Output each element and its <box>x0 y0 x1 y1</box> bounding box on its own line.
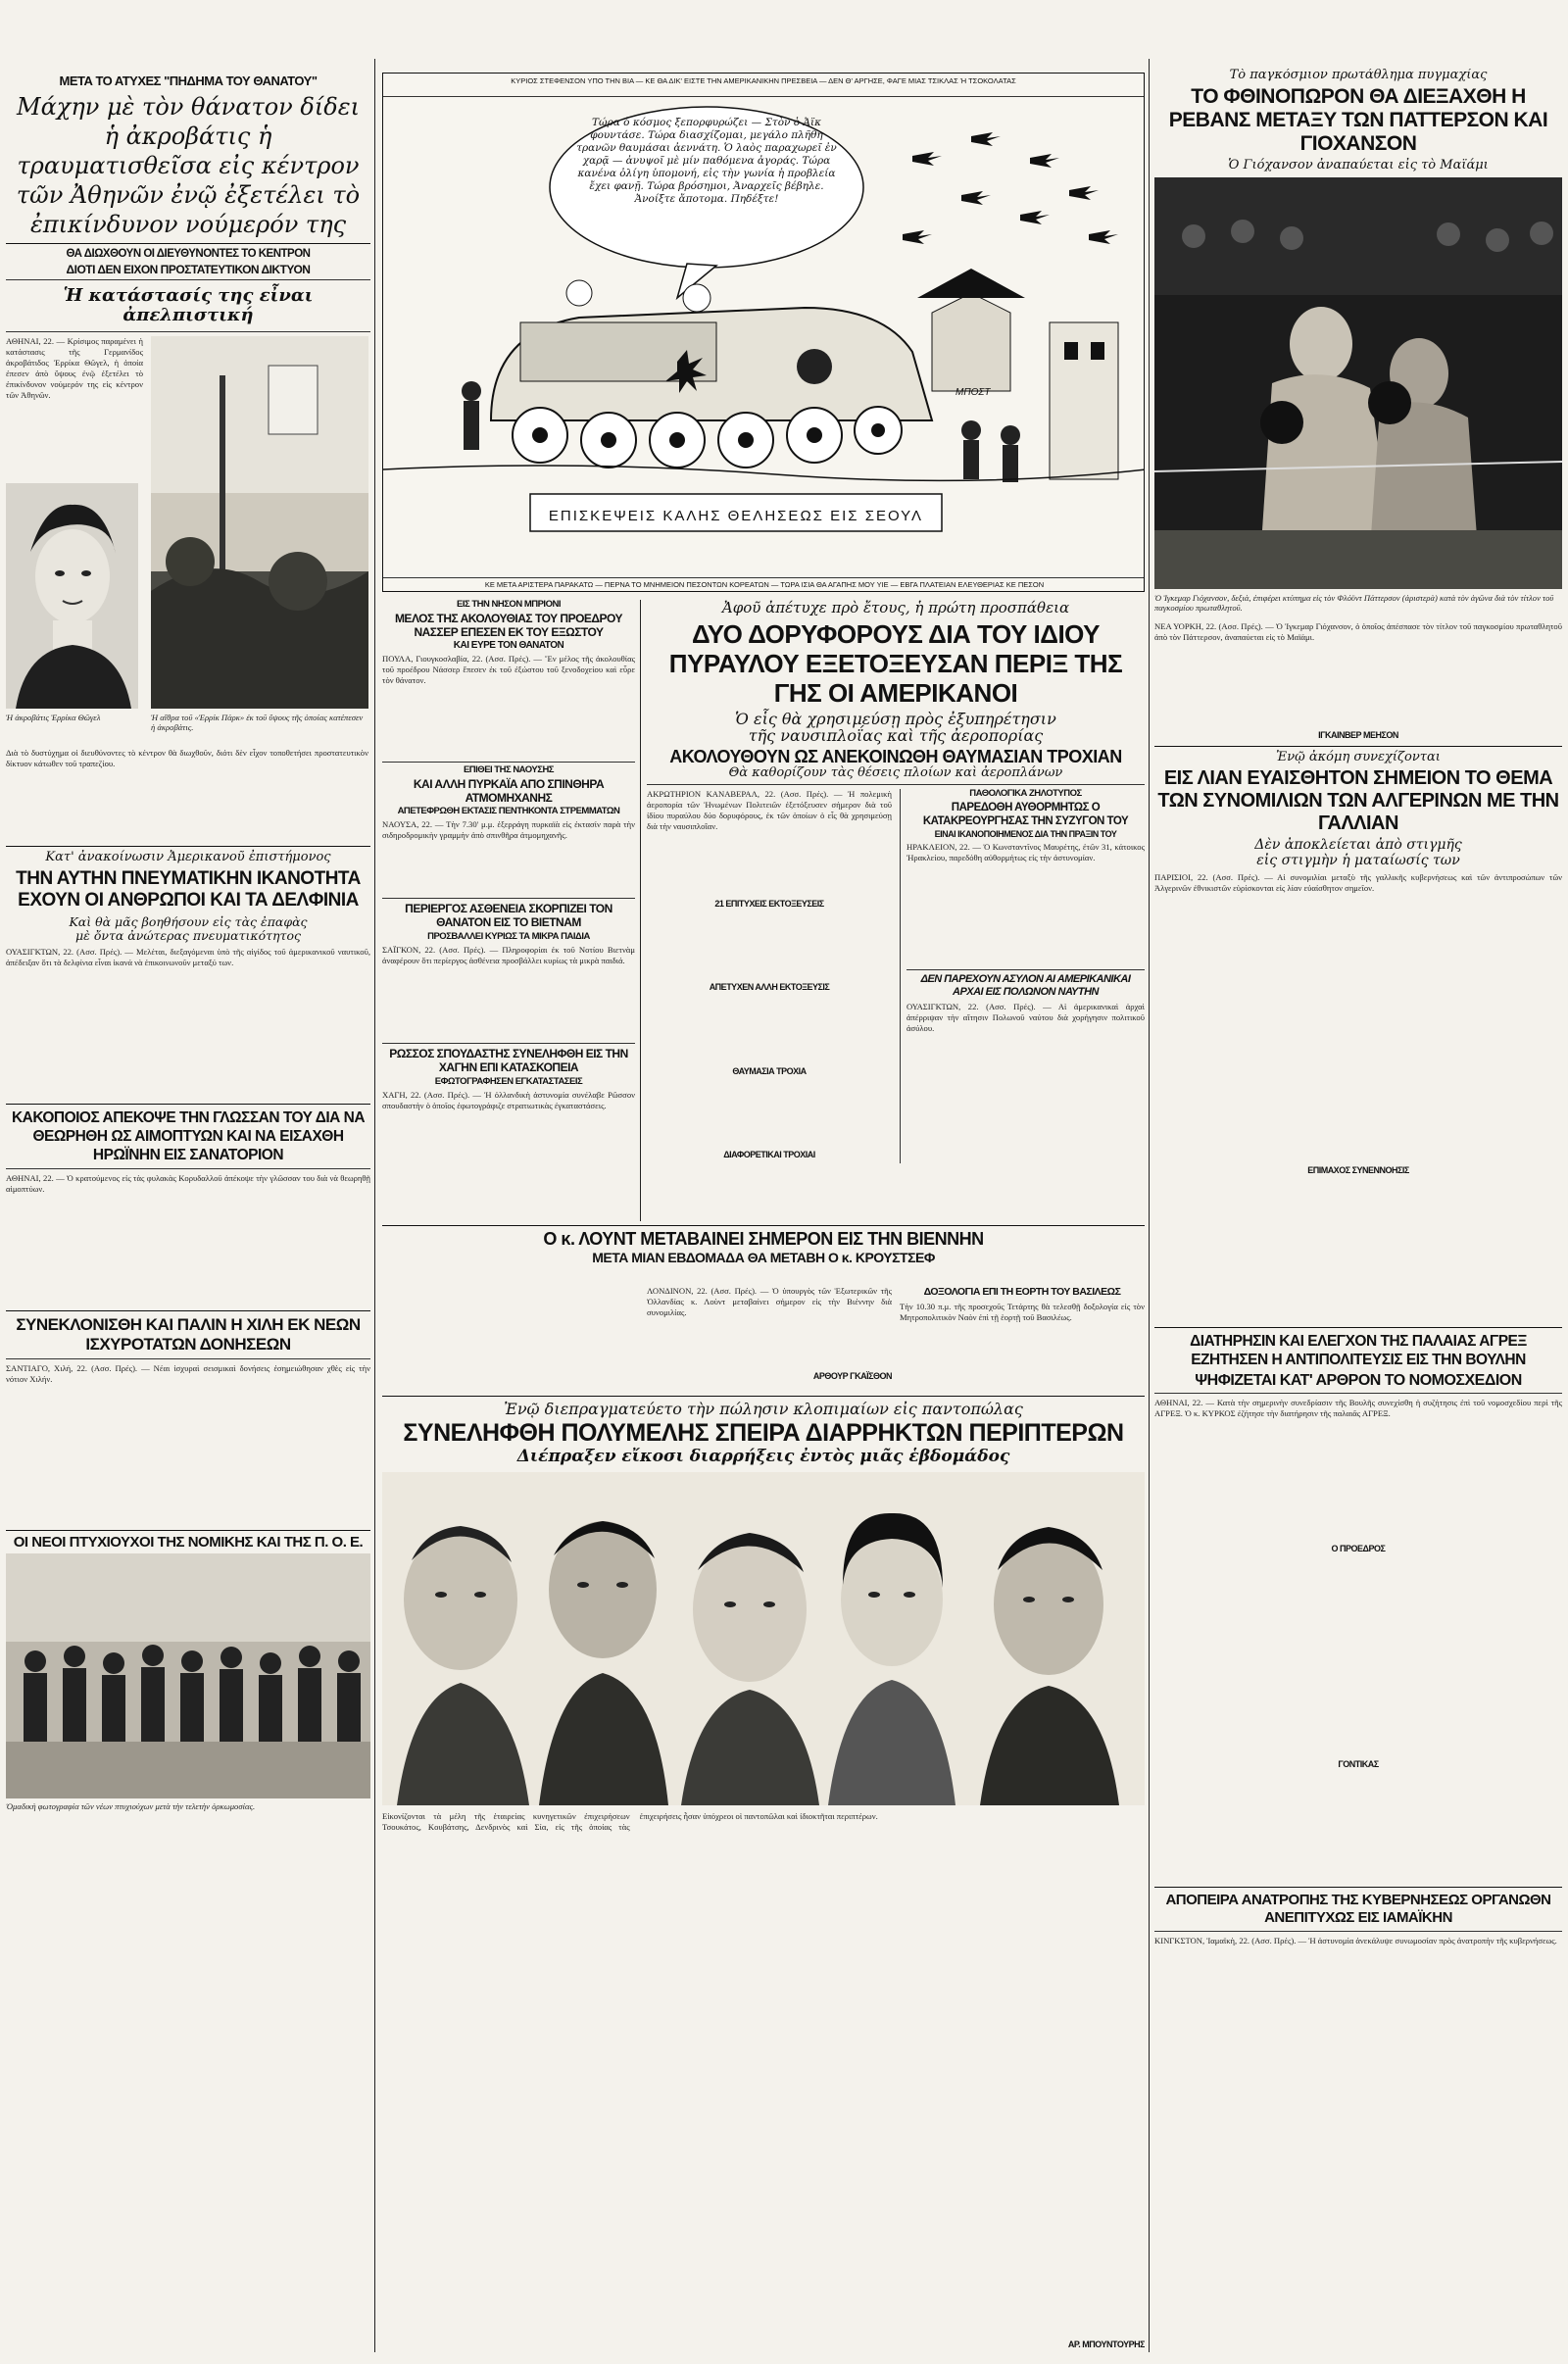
column-lunt <box>382 1225 1145 1284</box>
dolphin-body: ΟΥΑΣΙΓΚΤΩΝ, 22. (Ασσ. Πρές). — Μελέται, διεξαγόμεναι ὑπὸ τῆς αἰγίδος τοῦ ἀμερικανικοῦ ναυτικοῦ, ἀπέδειξαν ὅτι τὰ δελφίνια εἶναι ἱκανά νὰ ἐπικοινωνοῦν μεταξύ των. <box>6 946 370 967</box>
satellites-deck-4: Θὰ καθορίζουν τὰς θέσεις πλοίων καὶ ἀεροπλάνων <box>728 764 1063 780</box>
nasser-sub: ΚΑΙ ΕΥΡΕ ΤΟΝ ΘΑΝΑΤΟΝ <box>453 639 564 651</box>
asylum-body: ΟΥΑΣΙΓΚΤΩΝ, 22. (Ασσ. Πρές). — Αἱ ἀμερικανικαὶ ἀρχαὶ ἀπέρριψαν τὴν αἴτησιν Πολωνοῦ ναύτου διὰ χορήγησιν πολιτικοῦ ἀσύλου. <box>906 1002 1145 1034</box>
algeria-body: ΠΑΡΙΣΙΟΙ, 22. (Ασσ. Πρές). — Αἱ συνομιλίαι μεταξὺ τῆς γαλλικῆς κυβερνήσεως καὶ τῶν ἀντιπροσώπων τῶν Ἀλγερινῶν ἐθνικιστῶν εὑρίσκονται εἰς λίαν εὐαίσθητον σημεῖον. <box>1154 872 1562 894</box>
tongue-body: ΑΘΗΝΑΙ, 22. — Ὁ κρατούμενος εἰς τὰς φυλακὰς Κορυδαλλοῦ ἀπέκοψε τὴν γλῶσσαν του διὰ νὰ θεωρηθῇ αἱμοπτύων. <box>6 1172 370 1194</box>
satellites-body-filler-3 <box>647 1079 892 1148</box>
agrex-body: ΑΘΗΝΑΙ, 22. — Κατὰ τὴν σημερινὴν συνεδρίασιν τῆς Βουλῆς συνεχίσθη ἡ συζήτησις ἐπὶ τοῦ νομοσχεδίου περὶ τῆς ΑΓΡΕΞ. Ὁ κ. ΚΥΡΚΟΣ ἐζήτησε τὴν διατήρησιν τῆς παλαιᾶς ΑΓΡΕΞ. <box>1154 1398 1562 1419</box>
graduates-caption: Ὁμαδικὴ φωτογραφία τῶν νέων πτυχιούχων μετὰ τὴν τελετὴν ὁρκωμοσίας. <box>6 1801 256 1812</box>
algeria-body-2 <box>1154 1180 1562 1327</box>
agrex-sub-1: Ο ΠΡΟΕΔΡΟΣ <box>1331 1544 1386 1554</box>
jealousy-body: ΗΡΑΚΛΕΙΟΝ, 22. — Ὁ Κωνσταντῖνος Μαυρέτης, ἐτῶν 31, κάτοικος Ἡρακλείου, παρεδόθη αὐθορμήτως εἰς τὴν ἀστυνομίαν. <box>906 842 1145 863</box>
burglars-deck: Διέπραξεν εἴκοσι διαρρήξεις ἐντὸς μιᾶς ἑβδομάδος <box>516 1446 1010 1466</box>
dolphin-deck-1: Καὶ θὰ μᾶς βοηθήσουν εἰς τὰς ἐπαφὰς <box>69 914 308 930</box>
boxing-signoff: ΙΓΚΑΙΝΒΕΡ ΜΕΗΣΟΝ <box>1318 729 1398 740</box>
satellites-deck-2: τῆς ναυσιπλοΐας καὶ τῆς ἀεροπορίας <box>748 726 1044 746</box>
boxing-headline: ΤΟ ΦΘΙΝΟΠΩΡΟΝ ΘΑ ΔΙΕΞΑΧΘΗ Η ΡΕΒΑΝΣ ΜΕΤΑΞΥ ΤΩΝ ΠΑΤΤΕΡΣΟΝ ΚΑΙ ΓΙΟΧΑΝΣΟΝ <box>1168 85 1548 156</box>
satellites-body: ΑΚΡΩΤΗΡΙΟΝ ΚΑΝΑΒΕΡΑΛ, 22. (Ασσ. Πρές). — Ἡ πολεμικὴ ἀεροπορία τῶν Ἡνωμένων Πολιτειῶν ἐξετόξευσεν σήμερον διὰ τοῦ ἰδίου πυραύλου δύο δορυφόρους, ἐκ τῶν ὁποίων ὁ εἷς θὰ χρησιμεύσῃ διὰ τὴν ναυσιπλοΐαν. <box>647 788 892 831</box>
nasser-headline: ΜΕΛΟΣ ΤΗΣ ΑΚΟΛΟΥΘΙΑΣ ΤΟΥ ΠΡΟΕΔΡΟΥ ΝΑΣΣΕΡ ΕΠΕΣΕΝ ΕΚ ΤΟΥ ΕΞΩΣΤΟΥ <box>394 611 623 639</box>
naousa-sub: ΑΠΕΤΕΦΡΩΘΗ ΕΚΤΑΣΙΣ ΠΕΝΤΗΚΟΝΤΑ ΣΤΡΕΜΜΑΤΩΝ <box>397 806 620 817</box>
agrex-body-3 <box>1154 1769 1562 1887</box>
lunt-signoff: ΑΡΘΟΥΡ ΓΚΑΪΣΘΟΝ <box>812 1371 892 1381</box>
burglars-headline: ΣΥΝΕΛΗΦΘΗ ΠΟΛΥΜΕΛΗΣ ΣΠΕΙΡΑ ΔΙΑΡΡΗΚΤΩΝ ΠΕΡΙΠΤΕΡΩΝ <box>403 1418 1124 1447</box>
satellites-body-filler-2 <box>647 996 892 1064</box>
satellites-deck-3: ΑΚΟΛΟΥΘΟΥΝ ΩΣ ΑΝΕΚΟΙΝΩΘΗ ΘΑΥΜΑΣΙΑΝ ΤΡΟΧΙΑΝ <box>669 746 1122 766</box>
dolphin-deck-2: μὲ ὄντα ἀνώτερας πνευματικότητος <box>75 927 301 943</box>
boxing-deck: Ὁ Γιόχανσον ἀναπαύεται εἰς τὸ Μαϊάμι <box>1228 158 1489 173</box>
acrobat-sub-2: ΔΙΟΤΙ ΔΕΝ ΕΙΧΟΝ ΠΡΟΣΤΑΤΕΥΤΙΚΟΝ ΔΙΚΤΥΟΝ <box>66 262 311 276</box>
graduates-headline: ΟΙ ΝΕΟΙ ΠΤΥΧΙΟΥΧΟΙ ΤΗΣ ΝΟΜΙΚΗΣ ΚΑΙ ΤΗΣ Π. Ο. Ε. <box>13 1533 364 1551</box>
divider-2 <box>640 600 641 1221</box>
nasser-body: ΠΟΥΛΑ, Γιουγκοσλαβία, 22. (Ασσ. Πρές). — Ἕν μέλος τῆς ἀκολουθίας τοῦ προέδρου Νάσσερ ἔπεσεν ἐκ τοῦ ἐξώστου τοῦ ξενοδοχείου καὶ εὗρε τὸν θάνατον. <box>382 654 635 686</box>
agrex-headline: ΔΙΑΤΗΡΗΣΙΝ ΚΑΙ ΕΛΕΓΧΟΝ ΤΗΣ ΠΑΛΑΙΑΣ ΑΓΡΕΞ ΕΖΗΤΗΣΕΝ Η ΑΝΤΙΠΟΛΙΤΕΥΣΙΣ ΕΙΣ ΤΗΝ ΒΟΥΛΗΝ <box>1190 1332 1527 1368</box>
divider-1 <box>374 59 375 2352</box>
cartoon-top-caption: ΚΥΡΙΟΣ ΣΤΕΦΕΝΣΟΝ ΥΠΟ ΤΗΝ ΒΙΑ — ΚΕ ΘΑ ΔΙΚ' ΕΙΣΤΕ ΤΗΝ ΑΜΕΡΙΚΑΝΙΚΗΝ ΠΡΕΣΒΕΙΑ — ΔΕΝ Θ' ΑΡΓΗΣΕ, ΦΑΓΕ ΜΙΑΣ ΤΣΙΚΛΑΣ Ή ΤΣΟΚΟΛΑΤΑΣ <box>383 74 1144 97</box>
cartoon-bottom-caption: ΚΕ ΜΕΤΑ ΑΡΙΣΤΕΡΑ ΠΑΡΑΚΑΤΩ — ΠΕΡΝΑ ΤΟ ΜΝΗΜΕΙΟΝ ΠΕΣΟΝΤΩΝ ΚΟΡΕΑΤΩΝ — ΤΩΡΑ ΙΣΙΑ ΘΑ ΑΓΑΠΗΣ ΜΟΥ ΥΙΕ — ΕΒΓΑ ΠΛΑΤΕΙΑΝ ΕΛΕΥΘΕΡΙΑΣ ΚΕ ΠΕΣΟΝ <box>383 577 1145 591</box>
venue-illustration <box>151 336 368 709</box>
satellites-col-a <box>647 789 892 1163</box>
acrobat-deck: Ἡ κατάστασίς της εἶναι ἀπελπιστική <box>63 285 314 326</box>
column-burglars <box>382 1396 1145 2356</box>
jealousy-headline: ΠΑΡΕΔΟΘΗ ΑΥΘΟΡΜΗΤΩΣ Ο ΚΑΤΑΚΡΕΟΥΡΓΗΣΑΣ ΤΗΝ ΣΥΖΥΓΟΝ ΤΟΥ <box>922 801 1129 827</box>
cartoon-banner: ΕΠΙΣΚΕΨΕΙΣ ΚΑΛΗΣ ΘΕΛΗΣΕΩΣ ΕΙΣ ΣΕΟΥΛ <box>548 508 924 524</box>
portrait-illustration <box>6 483 138 709</box>
naousa-kicker: ΕΠΙΘΕΙ ΤΗΣ ΝΑΟΥΣΗΣ <box>463 764 555 776</box>
boxing-kicker: Τὸ παγκόσμιον πρωτάθλημα πυγμαχίας <box>1229 69 1488 82</box>
cartoon-speech: Τώρα ὁ κόσμος ξεπορφυρώζει — Στὸν ὁ Ἀϊκ φουντάσε. Τώρα διασχίζομαι, μεγάλο πλῆθη τρανῶν θαυμάσαι ἀεννάτη. Ὁ λαὸς παραχωρεῖ ἐν χαρᾷ — ἀνυψοῖ μὲ μίν παθόμενα ἀγοράς. Τώρα κανένα ὀλίγη ὑπομονή, εἰς τὴν γωνία ἡ προβλεία ἔχει φανῇ. Τώρα βρόσημοι, Ἀναρχεῖς βέβηλε. Ἀνοίξτε ἄποτομα. Πηδέξτε! <box>576 117 837 205</box>
acrobat-venue-caption: Ἡ αἴθρα τοῦ «Ἐρρίκ Πάρκ» ἐκ τοῦ ὕψους τῆς ὁποίας κατέπεσεν ἡ ἀκροβάτις. <box>151 712 364 733</box>
nasser-kicker: ΕΙΣ ΤΗΝ ΝΗΣΟΝ ΜΠΡΙΟΝΙ <box>457 600 561 610</box>
boxing-photo <box>1154 177 1562 589</box>
divider-4 <box>1149 59 1150 2352</box>
doxology-body: Τὴν 10.30 π.μ. τῆς προσεχοῦς Τετάρτης θὰ τελεσθῇ δοξολογία εἰς τὸν Μητροπολιτικὸν Ναὸν ἐπὶ τῇ ἑορτῇ τοῦ Βασιλέως. <box>900 1302 1145 1322</box>
jealousy-sub: ΕΙΝΑΙ ΙΚΑΝΟΠΟΙΗΜΕΝΟΣ ΔΙΑ ΤΗΝ ΠΡΑΞΙΝ ΤΟΥ <box>934 828 1117 839</box>
lunt-body-block <box>647 1286 892 1394</box>
saigon-headline: ΠΕΡΙΕΡΓΟΣ ΑΣΘΕΝΕΙΑ ΣΚΟΡΠΙΖΕΙ ΤΟΝ ΘΑΝΑΤΟΝ ΕΙΣ ΤΟ ΒΙΕΤΝΑΜ <box>405 902 612 930</box>
cartoon-box <box>382 73 1145 592</box>
algeria-deck-2: εἰς στιγμὴν ἡ ματαίωσίς των <box>1256 852 1460 868</box>
lunt-deck: ΜΕΤΑ ΜΙΑΝ ΕΒΔΟΜΑΔΑ ΘΑ ΜΕΤΑΒΗ Ο κ. ΚΡΟΥΣΤΣΕΦ <box>592 1249 935 1265</box>
burglars-photo <box>382 1472 1145 1805</box>
acrobat-sub-1: ΘΑ ΔΙΩΧΘΟΥΝ ΟΙ ΔΙΕΥΘΥΝΟΝΤΕΣ ΤΟ ΚΕΝΤΡΟΝ <box>66 247 311 260</box>
agrex-sub-2: ΓΟΝΤΙΚΑΣ <box>1338 1758 1379 1769</box>
boxing-body: ΝΕΑ ΥΟΡΚΗ, 22. (Ασσ. Πρές). — Ὁ Ἰγκεμαρ Γιόχανσον, ὁ ὁποῖος ἀπέσπασε τὸν τίτλον τοῦ παγκοσμίου πρωταθλητοῦ ἀπὸ τὸν Πάττερσον, ἀναπαύεται εἰς τὸ Μαϊάμι. <box>1154 620 1562 642</box>
column-center-left <box>382 600 635 1221</box>
satellites-sub-3: ΘΑΥΜΑΣΙΑ ΤΡΟΧΙΑ <box>732 1065 807 1076</box>
acrobat-headline: Μάχην μὲ τὸν θάνατον δίδει ἡ ἀκροβάτις ἡ τραυματισθεῖσα εἰς κέντρον τῶν Ἀθηνῶν ἐνῷ ἐξετέλει τὸ ἐπικίνδυνον νούμερόν της <box>16 92 361 238</box>
agrex-body-2 <box>1154 1554 1562 1760</box>
burglars-body: Εἰκονίζονται τὰ μέλη τῆς ἑταιρείας κυνηγετικῶν ἐπιχειρήσεων Τσουκάτος, Κουβάτσης, Δενδρινὸς καὶ Σία, εἰς τῆς ὁποίας τὰς ἐπιχειρήσεις ἦσαν ὑπόχρεοι οἱ παντοπῶλαι καὶ ἰδιοκτῆται περιπτέρων. <box>382 1810 878 1832</box>
jealousy-kicker: ΠΑΘΟΛΟΓΙΚΑ ΖΗΛΟΤΥΠΟΣ <box>969 787 1082 799</box>
dolphin-kicker: Κατ' ἀνακοίνωσιν Ἀμερικανοῦ ἐπιστήμονος <box>45 849 331 864</box>
hague-sub: ΕΦΩΤΟΓΡΑΦΗΣΕΝ ΕΓΚΑΤΑΣΤΑΣΕΙΣ <box>434 1076 583 1088</box>
asylum-headline: ΔΕΝ ΠΑΡΕΧΟΥΝ ΑΣΥΛΟΝ ΑΙ ΑΜΕΡΙΚΑΝΙΚΑΙ ΑΡΧΑΙ ΕΙΣ ΠΟΛΩΝΟΝ ΝΑΥΤΗΝ <box>920 973 1131 999</box>
acrobat-body-1: ΑΘΗΝΑΙ, 22. — Κρίσιμος παραμένει ἡ κατάστασις τῆς Γερμανίδος ἀκροβάτιδος Ἐρρίκα Θῶγελ, ἡ ὁποία ἐπεσεν ἀπὸ ὕψους ἐνῷ ἐξετέλει τὸ ἐπικίνδυνον νούμερόν της εἰς κέντρον τῶν Ἀθηνῶν. <box>6 335 143 400</box>
lunt-headline: Ο κ. ΛΟΥΝΤ ΜΕΤΑΒΑΙΝΕΙ ΣΗΜΕΡΟΝ ΕΙΣ ΤΗΝ ΒΙΕΝΝΗΝ <box>543 1229 984 1249</box>
algeria-kicker: Ἐνῷ ἀκόμη συνεχίζονται <box>1276 750 1441 765</box>
algeria-deck-1: Δὲν ἀποκλείεται ἀπὸ στιγμῆς <box>1254 837 1462 854</box>
saigon-sub: ΠΡΟΣΒΑΛΛΕΙ ΚΥΡΙΩΣ ΤΑ ΜΙΚΡΑ ΠΑΙΔΙΑ <box>427 931 590 943</box>
satellites-sub-4: ΔΙΑΦΟΡΕΤΙΚΑΙ ΤΡΟΧΙΑΙ <box>723 1150 815 1160</box>
doxology-block <box>900 1286 1145 1394</box>
naousa-headline: ΚΑΙ ΑΛΛΗ ΠΥΡΚΑΪΑ ΑΠΟ ΣΠΙΝΘΗΡΑ ΑΤΜΟΜΗΧΑΝΗΣ <box>413 777 605 806</box>
hague-body: ΧΑΓΗ, 22. (Ασσ. Πρές). — Ἡ ὀλλανδικὴ ἀστυνομία συνέλαβε Ρῶσσον σπουδαστὴν ὁ ὁποῖος ἐφωτογράφιζε στρατιωτικὰς ἐγκαταστάσεις. <box>382 1090 635 1111</box>
chile-body: ΣΑΝΤΙΑΓΟ, Χιλή, 22. (Ασσ. Πρές). — Νέαι ἰσχυραὶ σεισμικαὶ δονήσεις ἐσημειώθησαν χθὲς εἰς τὴν νότιον Χιλήν. <box>6 1362 370 1384</box>
burglars-signoff: ΑΡ. ΜΠΟΥΝΤΟΥΡΗΣ <box>1067 2339 1145 2349</box>
column-right <box>1154 69 1562 2357</box>
satellites-sub-2: ΑΠΕΤΥΧΕΝ ΑΛΛΗ ΕΚΤΟΞΕΥΣΙΣ <box>709 982 830 993</box>
satellites-headline: ΔΥΟ ΔΟΡΥΦΟΡΟΥΣ ΔΙΑ ΤΟΥ ΙΔΙΟΥ ΠΥΡΑΥΛΟΥ ΕΞΕΤΟΞΕΥΣΑΝ ΠΕΡΙΞ ΤΗΣ ΓΗΣ ΟΙ ΑΜΕΡΙΚΑΝΟΙ <box>668 618 1123 708</box>
chile-headline: ΣΥΝΕΚΛΟΝΙΣΘΗ ΚΑΙ ΠΑΛΙΝ Η ΧΙΛΗ ΕΚ ΝΕΩΝ ΙΣΧΥΡΟΤΑΤΩΝ ΔΟΝΗΣΕΩΝ <box>16 1314 361 1354</box>
column-satellites <box>647 600 1145 1221</box>
agrex-deck: ΨΗΦΙΖΕΤΑΙ ΚΑΤ' ΑΡΘΡΟΝ ΤΟ ΝΟΜΟΣΧΕΔΙΟΝ <box>1195 1371 1522 1389</box>
boxing-illustration <box>1154 177 1562 589</box>
hague-headline: ΡΩΣΣΟΣ ΣΠΟΥΔΑΣΤΗΣ ΣΥΝΕΛΗΦΘΗ ΕΙΣ ΤΗΝ ΧΑΓΗΝ ΕΠΙ ΚΑΤΑΣΚΟΠΕΙΑ <box>389 1047 628 1075</box>
graduates-illustration <box>6 1553 370 1798</box>
acrobat-kicker: ΜΕΤΑ ΤΟ ΑΤΥΧΕΣ "ΠΗΔΗΜΑ ΤΟΥ ΘΑΝΑΤΟΥ" <box>59 74 318 88</box>
graduates-photo <box>6 1553 370 1798</box>
saigon-body: ΣΑΪΓΚΟΝ, 22. (Ασσ. Πρές). — Πληροφορίαι ἐκ τοῦ Νοτίου Βιετνὰμ ἀναφέρουν ὅτι περίεργος ἀσθένεια προσβάλλει κυρίως τὰ μικρὰ παιδιά. <box>382 945 635 966</box>
satellites-body-filler-1 <box>647 911 892 980</box>
lunt-body: ΛΟΝΔΙΝΟΝ, 22. (Ασσ. Πρές). — Ὁ ὑπουργὸς τῶν Ἐξωτερικῶν τῆς Ὀλλανδίας κ. Λοὺντ μεταβαίνει σήμερον εἰς τὴν Βιέννην διὰ συνομιλίας. <box>647 1286 892 1317</box>
doxology-headline: ΔΟΞΟΛΟΓΙΑ ΕΠΙ ΤΗ ΕΟΡΤΗ ΤΟΥ ΒΑΣΙΛΕΩΣ <box>923 1286 1121 1298</box>
cartoon-signature: ΜΠΟΣΤ <box>956 387 991 398</box>
jamaica-headline: ΑΠΟΠΕΙΡΑ ΑΝΑΤΡΟΠΗΣ ΤΗΣ ΚΥΒΕΡΝΗΣΕΩΣ ΟΡΓΑΝΩΘΝ ΑΝΕΠΙΤΥΧΩΣ ΕΙΣ ΙΑΜΑΪΚΗΝ <box>1165 1892 1551 1927</box>
burglars-mugshots <box>382 1472 1145 1805</box>
jamaica-body: ΚΙΝΓΚΣΤΟΝ, Ἰαμαϊκὴ, 22. (Ασσ. Πρές). — Ἡ ἀστυνομία ἀνεκάλυψε συνωμοσίαν πρὸς ἀνατροπὴν τῆς κυβερνήσεως. <box>1154 1936 1557 1946</box>
naousa-body: ΝΑΟΥΣΑ, 22. — Τὴν 7.30' μ.μ. ἐξερράγη πυρκαϊὰ εἰς ἐκτασίν παρὰ τὴν σιδηροδρομικὴν γραμμὴν ἀπὸ σπινθῆρα ἀτμομηχανῆς. <box>382 819 635 841</box>
burglars-kicker: Ἐνῷ διεπραγματεύετο τὴν πώλησιν κλοπιμαίων εἰς παντοπώλας <box>504 1400 1023 1418</box>
satellites-sub-1: 21 ΕΠΙΤΥΧΕΙΣ ΕΚΤΟΞΕΥΣΕΙΣ <box>714 898 824 909</box>
acrobat-body-2: Διὰ τὸ δυστύχημα οἱ διευθύνοντες τὸ κέντρον θὰ διωχθοῦν, διότι δὲν εἶχον τοποθετήσει προστατευτικὸν δίκτυον κάτωθεν τοῦ τραπεζίου. <box>6 747 368 768</box>
acrobat-portrait-caption: Ἡ ἀκροβάτις Ἐρρίκα Θῶγελ <box>6 712 101 722</box>
boxing-caption: Ὁ Ἰγκεμαρ Γιόχανσον, δεξιὰ, ἐπιφέρει κτύπημα εἰς τὸν Φλόϋντ Πάττερσον (ἀριστερὰ) κατὰ τὸν ἀγῶνα διὰ τὸν τίτλον τοῦ παγκοσμίου πρωταθλητοῦ. <box>1154 592 1554 614</box>
algeria-headline: ΕΙΣ ΛΙΑΝ ΕΥΑΙΣΘΗΤΟΝ ΣΗΜΕΙΟΝ ΤΟ ΘΕΜΑ ΤΩΝ ΣΥΝΟΜΙΛΙΩΝ ΤΩΝ ΑΛΓΕΡΙΝΩΝ ΜΕ ΤΗΝ ΓΑΛΛΙΑΝ <box>1157 767 1559 835</box>
dolphin-headline: ΤΗΝ ΑΥΤΗΝ ΠΝΕΥΜΑΤΙΚΗΝ ΙΚΑΝΟΤΗΤΑ ΕΧΟΥΝ ΟΙ ΑΝΘΡΩΠΟΙ ΚΑΙ ΤΑ ΔΕΛΦΙΝΙΑ <box>16 868 361 911</box>
satellites-col-b <box>900 789 1145 1163</box>
algeria-signoff: ΕΠΙΜΑΧΟΣ ΣΥΝΕΝΝΟΗΣΙΣ <box>1307 1165 1409 1176</box>
column-left <box>6 6 370 2358</box>
tongue-headline: ΚΑΚΟΠΟΙΟΣ ΑΠΕΚΟΨΕ ΤΗΝ ΓΛΩΣΣΑΝ ΤΟΥ ΔΙΑ ΝΑ ΘΕΩΡΗΘΗ ΩΣ ΑΙΜΟΠΤΥΩΝ ΚΑΙ ΝΑ ΕΙΣΑΧΘΗ ΗΡΩΪΝΗΝ ΕΙΣ ΣΑΝΑΤΟΡΙΟΝ <box>11 1108 366 1163</box>
satellites-kicker: Ἀφοῦ ἀπέτυχε πρὸ ἔτους, ἡ πρώτη προσπάθεια <box>721 600 1070 616</box>
satellites-deck-1: Ὁ εἷς θὰ χρησιμεύσῃ πρὸς ἐξυπηρέτησιν <box>735 709 1056 728</box>
acrobat-portrait-photo <box>6 483 138 709</box>
acrobat-venue-photo <box>151 336 368 709</box>
